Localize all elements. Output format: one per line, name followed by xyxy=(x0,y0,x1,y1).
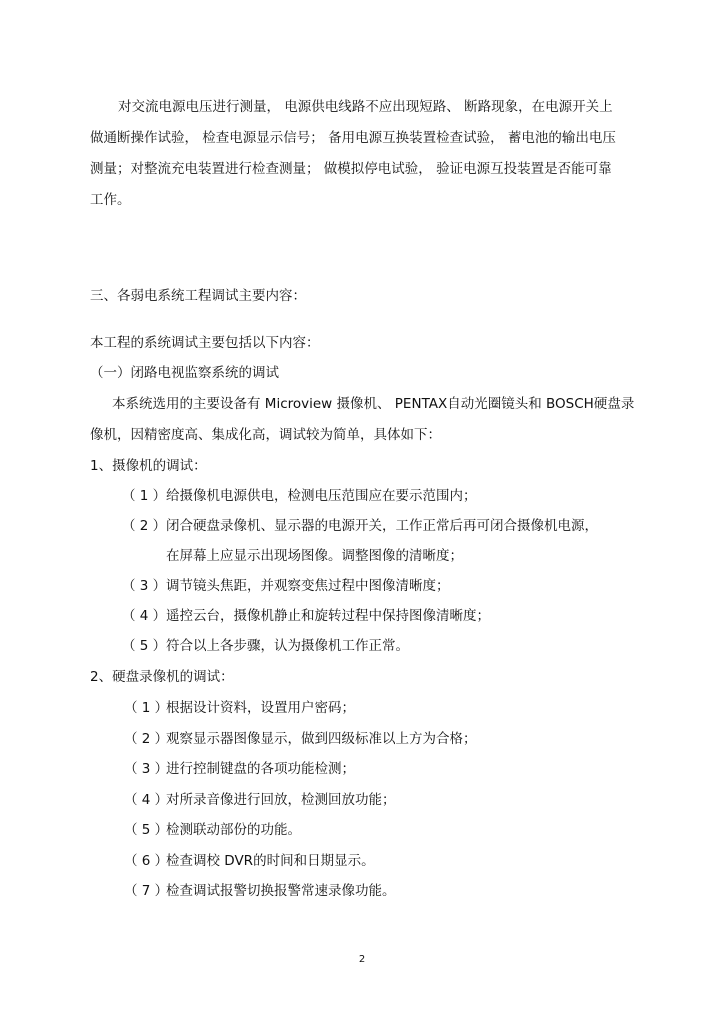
recorder-item-text: 检测联动部份的功能。 xyxy=(166,822,301,838)
recorder-item-number: （ 1 ） xyxy=(124,700,169,716)
camera-item-number: （ 4 ） xyxy=(122,608,167,624)
recorder-item-number: （ 5 ） xyxy=(124,822,169,838)
camera-item-number: （ 2 ） xyxy=(122,518,167,534)
recorder-item-number: （ 4 ） xyxy=(124,792,169,808)
recorder-item-text: 观察显示器图像显示，做到四级标准以上方为合格； xyxy=(166,731,477,747)
recorder-heading: 2、硬盘录像机的调试： xyxy=(90,669,234,685)
intro-line-2: 做通断操作试验， 检查电源显示信号； 备用电源互换装置检查试验， 蓄电池的输出电压 xyxy=(90,130,616,146)
camera-heading: 1、摄像机的调试： xyxy=(90,458,207,474)
camera-item-number: （ 1 ） xyxy=(122,488,167,504)
section-title: 三、各弱电系统工程调试主要内容： xyxy=(90,288,306,304)
camera-item-text: 遥控云台，摄像机静止和旋转过程中保持图像清晰度； xyxy=(166,608,490,624)
recorder-item-text: 检查调校 DVR的时间和日期显示。 xyxy=(166,853,375,869)
description-line-1: 本系统选用的主要设备有 Microview 摄像机、 PENTAX自动光圈镜头和 BOSCH硬盘录 xyxy=(112,396,635,412)
recorder-item-number: （ 7 ） xyxy=(124,883,169,899)
intro-line-1: 对交流电源电压进行测量， 电源供电线路不应出现短路、 断路现象，在电源开关上 xyxy=(118,99,613,115)
recorder-item-number: （ 6 ） xyxy=(124,853,169,869)
section-intro: 本工程的系统调试主要包括以下内容： xyxy=(90,335,320,351)
camera-item-continuation: 在屏幕上应显示出现场图像。调整图像的清晰度； xyxy=(166,548,463,564)
camera-item-number: （ 5 ） xyxy=(122,638,167,654)
camera-item-text: 调节镜头焦距，并观察变焦过程中图像清晰度； xyxy=(166,578,450,594)
intro-line-4: 工作。 xyxy=(90,192,131,208)
camera-item-text: 闭合硬盘录像机、显示器的电源开关，工作正常后再可闭合摄像机电源， xyxy=(166,518,598,534)
recorder-item-text: 对所录音像进行回放，检测回放功能； xyxy=(166,792,396,808)
recorder-item-text: 进行控制键盘的各项功能检测； xyxy=(166,761,355,777)
description-line-2: 像机，因精密度高、集成化高，调试较为简单，具体如下： xyxy=(90,427,441,443)
recorder-item-number: （ 3 ） xyxy=(124,761,169,777)
recorder-item-text: 根据设计资料，设置用户密码； xyxy=(166,700,355,716)
intro-line-3: 测量；对整流充电装置进行检查测量； 做模拟停电试验， 验证电源互投装置是否能可靠 xyxy=(90,161,612,177)
recorder-item-text: 检查调试报警切换报警常速录像功能。 xyxy=(166,883,396,899)
subsection-title: （一）闭路电视监察系统的调试 xyxy=(90,365,279,381)
page-number: 2 xyxy=(358,954,366,965)
recorder-item-number: （ 2 ） xyxy=(124,731,169,747)
camera-item-text: 符合以上各步骤，认为摄像机工作正常。 xyxy=(166,638,409,654)
camera-item-number: （ 3 ） xyxy=(122,578,167,594)
camera-item-text: 给摄像机电源供电，检测电压范围应在要示范围内； xyxy=(166,488,477,504)
